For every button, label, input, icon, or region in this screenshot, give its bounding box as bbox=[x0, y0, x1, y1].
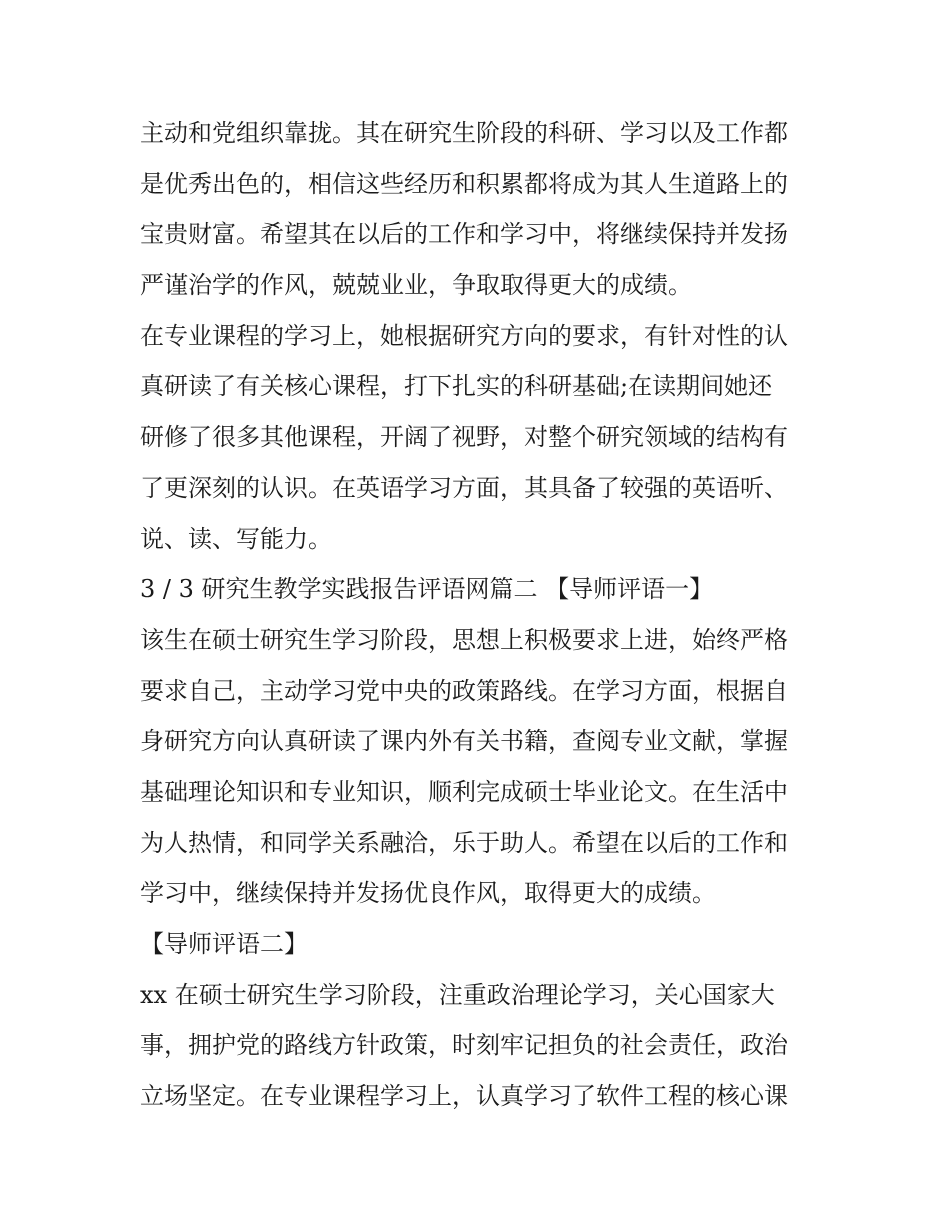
text-line: 事，拥护党的路线方针政策，时刻牢记担负的社会责任，政治 bbox=[140, 1031, 788, 1060]
text-line: 真研读了有关核心课程，打下扎实的科研基础;在读期间她还 bbox=[140, 372, 773, 401]
text-line: 主动和党组织靠拢。其在研究生阶段的科研、学习以及工作都 bbox=[140, 119, 788, 147]
text-line: 宝贵财富。希望其在以后的工作和学习中，将继续保持并发扬 bbox=[140, 220, 788, 249]
text-line: 是优秀出色的，相信这些经历和积累都将成为其人生道路上的 bbox=[140, 169, 788, 198]
text-line: xx 在硕士研究生学习阶段，注重政治理论学习，关心国家大 bbox=[140, 980, 775, 1009]
section-heading-line: 【导师评语二】 bbox=[140, 930, 308, 958]
document-body bbox=[140, 108, 830, 1122]
text-line: 立场坚定。在专业课程学习上，认真学习了软件工程的核心课 bbox=[140, 1082, 788, 1111]
text-line: 基础理论知识和专业知识，顺利完成硕士毕业论文。在生活中 bbox=[140, 777, 788, 806]
text-line: 严谨治学的作风，兢兢业业，争取取得更大的成绩。 bbox=[140, 271, 692, 300]
section-heading-line: 3 / 3 研究生教学实践报告评语网篇二 【导师评语一】 bbox=[140, 575, 714, 604]
text-line: 在专业课程的学习上，她根据研究方向的要求，有针对性的认 bbox=[140, 321, 788, 350]
text-line: 了更深刻的认识。在英语学习方面，其具备了较强的英语听、 bbox=[140, 473, 788, 502]
text-line: 身研究方向认真研读了课内外有关书籍，查阅专业文献，掌握 bbox=[140, 727, 788, 756]
text-line: 说、读、写能力。 bbox=[140, 524, 332, 553]
text-line: 为人热情，和同学关系融洽，乐于助人。希望在以后的工作和 bbox=[140, 828, 788, 857]
text-line: 要求自己，主动学习党中央的政策路线。在学习方面，根据自 bbox=[140, 676, 788, 705]
text-line: 研修了很多其他课程，开阔了视野，对整个研究领域的结构有 bbox=[140, 423, 788, 452]
text-line: 学习中，继续保持并发扬优良作风，取得更大的成绩。 bbox=[140, 879, 716, 908]
text-line: 该生在硕士研究生学习阶段，思想上积极要求上进，始终严格 bbox=[140, 625, 788, 654]
